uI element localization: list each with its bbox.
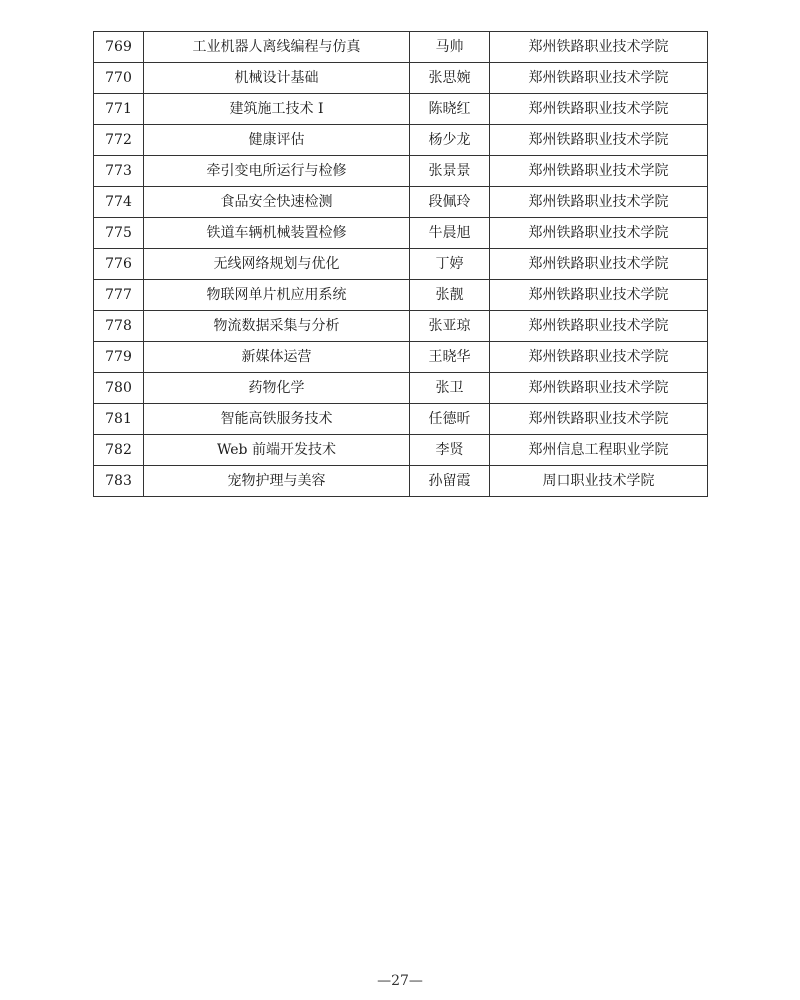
- table-row: [94, 342, 708, 373]
- cell-school: 郑州铁路职业技术学院: [490, 32, 708, 63]
- cell-teacher: 任德昕: [410, 404, 490, 435]
- cell-number: 774: [94, 187, 144, 218]
- cell-teacher: 牛晨旭: [410, 218, 490, 249]
- cell-school: 郑州铁路职业技术学院: [490, 249, 708, 280]
- cell-teacher: 张思婉: [410, 63, 490, 94]
- table-row: [94, 404, 708, 435]
- cell-number: 770: [94, 63, 144, 94]
- cell-teacher: 张卫: [410, 373, 490, 404]
- cell-course: 药物化学: [144, 373, 410, 404]
- cell-school: 郑州信息工程职业学院: [490, 435, 708, 466]
- cell-school: 郑州铁路职业技术学院: [490, 125, 708, 156]
- cell-number: 769: [94, 32, 144, 63]
- cell-teacher: 李贤: [410, 435, 490, 466]
- table-row: [94, 187, 708, 218]
- cell-course: 物流数据采集与分析: [144, 311, 410, 342]
- cell-course: 食品安全快速检测: [144, 187, 410, 218]
- cell-teacher: 张亚琼: [410, 311, 490, 342]
- cell-number: 781: [94, 404, 144, 435]
- table-row: [94, 466, 708, 497]
- cell-number: 780: [94, 373, 144, 404]
- cell-school: 郑州铁路职业技术学院: [490, 187, 708, 218]
- cell-school: 郑州铁路职业技术学院: [490, 63, 708, 94]
- cell-teacher: 王晓华: [410, 342, 490, 373]
- cell-teacher: 张靓: [410, 280, 490, 311]
- cell-teacher: 孙留霞: [410, 466, 490, 497]
- table-body: [94, 32, 708, 497]
- cell-teacher: 丁婷: [410, 249, 490, 280]
- cell-number: 782: [94, 435, 144, 466]
- cell-teacher: 杨少龙: [410, 125, 490, 156]
- table-row: [94, 156, 708, 187]
- cell-number: 775: [94, 218, 144, 249]
- cell-number: 776: [94, 249, 144, 280]
- cell-course: 工业机器人离线编程与仿真: [144, 32, 410, 63]
- cell-teacher: 马帅: [410, 32, 490, 63]
- table-row: [94, 94, 708, 125]
- cell-course: 建筑施工技术 I: [144, 94, 410, 125]
- cell-teacher: 段佩玲: [410, 187, 490, 218]
- cell-course: 健康评估: [144, 125, 410, 156]
- cell-school: 郑州铁路职业技术学院: [490, 373, 708, 404]
- cell-number: 779: [94, 342, 144, 373]
- cell-number: 773: [94, 156, 144, 187]
- cell-course: Web 前端开发技术: [144, 435, 410, 466]
- cell-school: 郑州铁路职业技术学院: [490, 342, 708, 373]
- cell-school: 郑州铁路职业技术学院: [490, 94, 708, 125]
- course-table: [93, 31, 708, 497]
- cell-course: 机械设计基础: [144, 63, 410, 94]
- cell-school: 郑州铁路职业技术学院: [490, 156, 708, 187]
- cell-course: 物联网单片机应用系统: [144, 280, 410, 311]
- table-row: [94, 435, 708, 466]
- table-row: [94, 373, 708, 404]
- cell-course: 无线网络规划与优化: [144, 249, 410, 280]
- cell-school: 郑州铁路职业技术学院: [490, 404, 708, 435]
- table-row: [94, 311, 708, 342]
- cell-number: 777: [94, 280, 144, 311]
- cell-course: 新媒体运营: [144, 342, 410, 373]
- cell-teacher: 张景景: [410, 156, 490, 187]
- cell-course: 铁道车辆机械装置检修: [144, 218, 410, 249]
- cell-number: 772: [94, 125, 144, 156]
- cell-course: 智能高铁服务技术: [144, 404, 410, 435]
- table-row: [94, 218, 708, 249]
- cell-school: 郑州铁路职业技术学院: [490, 311, 708, 342]
- table-row: [94, 249, 708, 280]
- cell-course: 宠物护理与美容: [144, 466, 410, 497]
- cell-teacher: 陈晓红: [410, 94, 490, 125]
- table-row: [94, 125, 708, 156]
- cell-school: 郑州铁路职业技术学院: [490, 218, 708, 249]
- cell-number: 771: [94, 94, 144, 125]
- table-row: [94, 280, 708, 311]
- page-number: —27—: [377, 973, 423, 989]
- cell-course: 牵引变电所运行与检修: [144, 156, 410, 187]
- cell-number: 783: [94, 466, 144, 497]
- cell-number: 778: [94, 311, 144, 342]
- table-row: [94, 63, 708, 94]
- table-row: [94, 32, 708, 63]
- cell-school: 郑州铁路职业技术学院: [490, 280, 708, 311]
- cell-school: 周口职业技术学院: [490, 466, 708, 497]
